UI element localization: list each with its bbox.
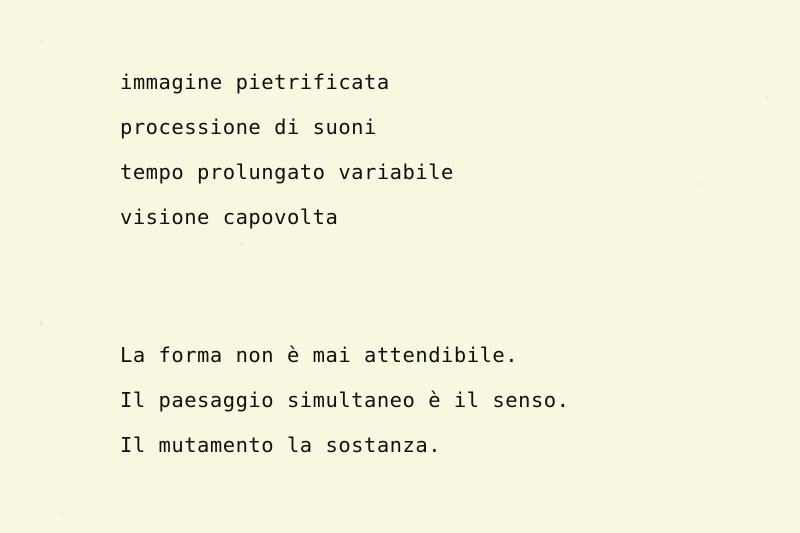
poem-line: visione capovolta	[120, 205, 339, 229]
paper-speck	[766, 96, 769, 99]
paper-speck	[39, 321, 43, 325]
poem-line: immagine pietrificata	[120, 70, 390, 94]
poem-line: Il mutamento la sostanza.	[120, 433, 442, 457]
paper-speck	[60, 513, 63, 516]
paper-speck	[697, 182, 701, 186]
poem-line: processione di suoni	[120, 115, 377, 139]
poem-line: Il paesaggio simultaneo è il senso.	[120, 388, 570, 412]
paper-speck	[240, 243, 243, 246]
paper-speck	[40, 40, 43, 43]
poem-line: tempo prolungato variabile	[120, 160, 454, 184]
poem-line: La forma non è mai attendibile.	[120, 343, 519, 367]
poem-stanza-two	[120, 333, 569, 468]
poem-stanza-one	[120, 60, 454, 240]
